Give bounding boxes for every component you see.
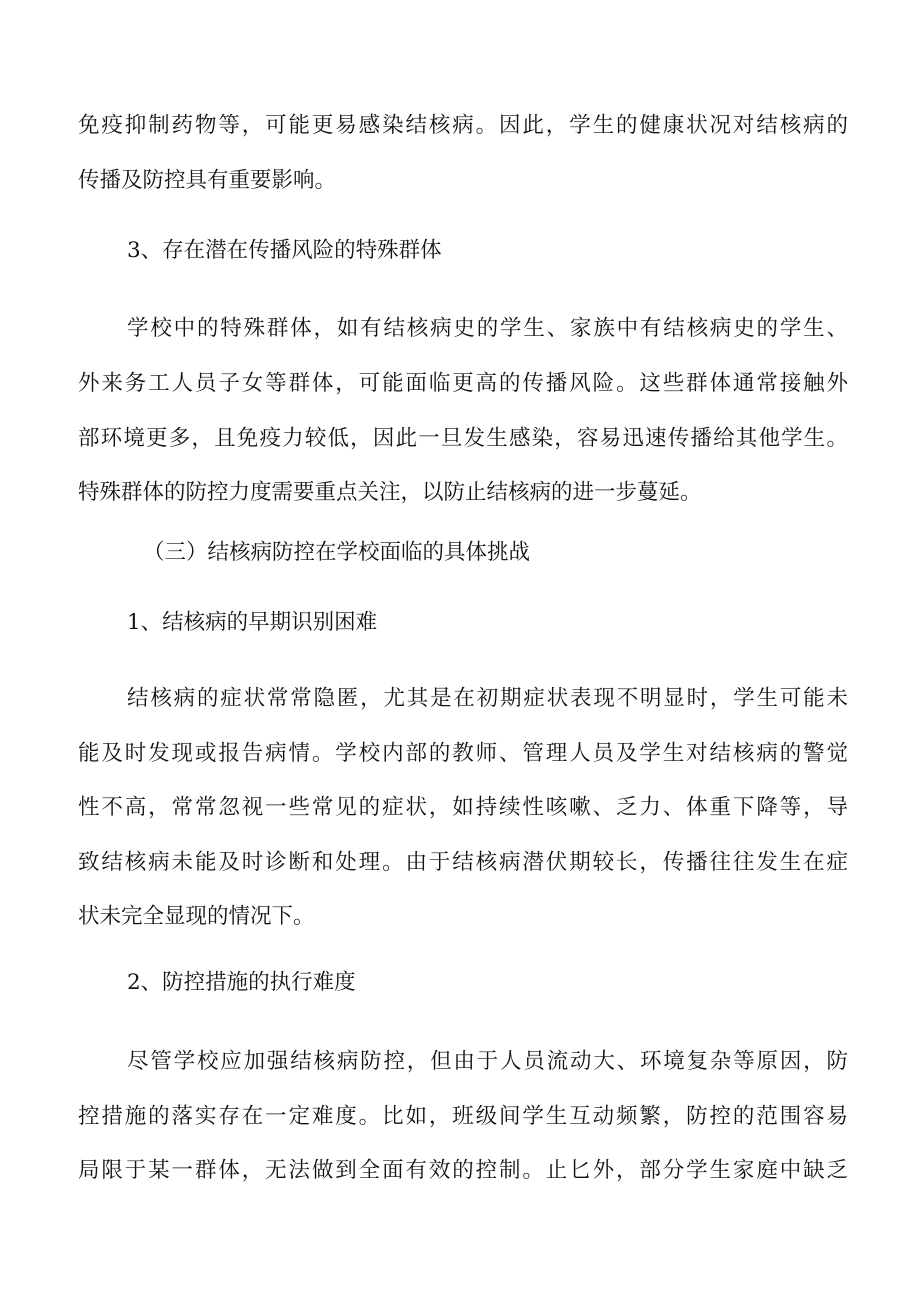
- chapter-heading: （三）结核病防控在学校面临的具体挑战: [143, 540, 531, 565]
- paragraph-line: 结核病的症状常常隐匿，尤其是在初期症状表现不明显时，学生可能未: [127, 686, 848, 711]
- paragraph-line: 外来务工人员子女等群体，可能面临更高的传播风险。这些群体通常接触外: [78, 371, 848, 396]
- section-heading: 1、结核病的早期识别困难: [127, 610, 378, 635]
- paragraph-line: 致结核病未能及时诊断和处理。由于结核病潜伏期较长，传播往往发生在症: [78, 850, 848, 875]
- paragraph-line: 控措施的落实存在一定难度。比如，班级间学生互动频繁，防控的范围容易: [78, 1104, 848, 1129]
- paragraph-line: 状未完全显现的情况下。: [78, 904, 315, 929]
- paragraph-line: 局限于某一群体，无法做到全面有效的控制。止匕外，部分学生家庭中缺乏: [78, 1158, 848, 1183]
- section-heading: 3、存在潜在传播风险的特殊群体: [127, 238, 442, 263]
- section-heading: 2、防控措施的执行难度: [127, 970, 356, 995]
- paragraph-line: 部环境更多，且免疫力较低，因此一旦发生感染，容易迅速传播给其他学生。: [78, 426, 848, 451]
- paragraph-line: 传播及防控具有重要影响。: [78, 168, 337, 193]
- paragraph-line: 能及时发现或报告病情。学校内部的教师、管理人员及学生对结核病的警觉: [78, 741, 848, 766]
- paragraph-line: 免疫抑制药物等，可能更易感染结核病。因此，学生的健康状况对结核病的: [78, 113, 848, 138]
- paragraph-line: 学校中的特殊群体，如有结核病史的学生、家族中有结核病史的学生、: [127, 316, 848, 341]
- paragraph-line: 特殊群体的防控力度需要重点关注，以防止结核病的进一步蔓延。: [78, 480, 702, 505]
- paragraph-line: 尽管学校应加强结核病防控，但由于人员流动大、环境复杂等原因，防: [127, 1049, 848, 1074]
- paragraph-line: 性不高，常常忽视一些常见的症状，如持续性咳嗽、乏力、体重下降等，导: [78, 795, 848, 820]
